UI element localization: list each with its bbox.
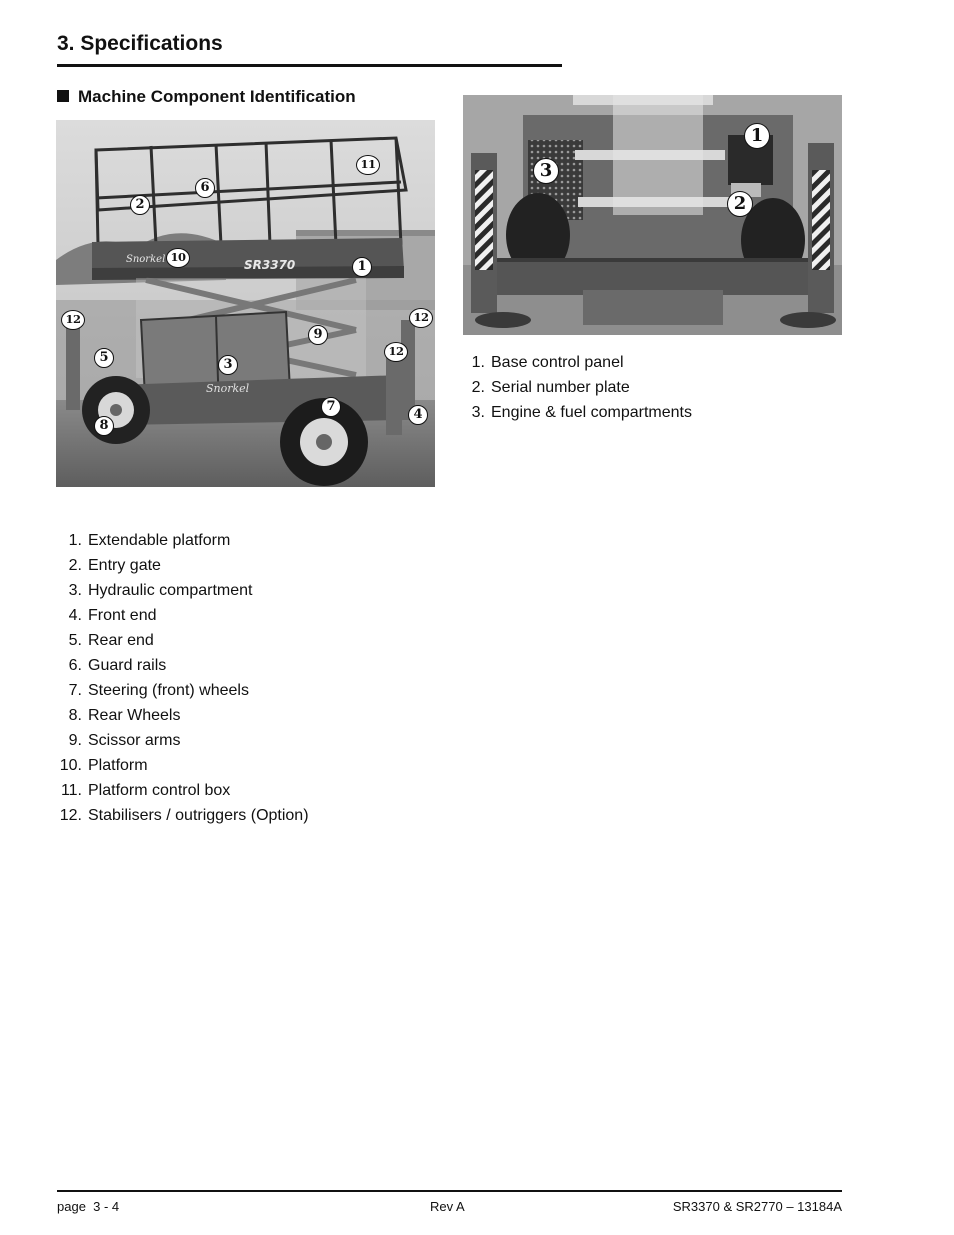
list-item (56, 528, 309, 553)
list-item (56, 578, 309, 603)
callout-10: 10 (166, 248, 190, 268)
item-number: 9. (68, 732, 82, 749)
item-number: 2. (471, 379, 485, 396)
list-item (56, 553, 309, 578)
list-item (56, 653, 309, 678)
square-bullet-icon (57, 90, 69, 102)
callout-4: 4 (408, 405, 428, 425)
callout-7: 7 (321, 397, 341, 417)
callout-6: 6 (195, 178, 215, 198)
base-callout-2: 2 (727, 191, 753, 217)
callout-12-front: 12 (384, 342, 408, 362)
revision: Rev A (430, 1199, 465, 1214)
list-item (56, 678, 309, 703)
item-label: Extendable platform (88, 532, 231, 549)
list-item (56, 753, 309, 778)
callout-12-rear: 12 (61, 310, 85, 330)
base-photo (463, 95, 842, 335)
chapter-title: 3. Specifications (57, 32, 223, 55)
item-number: 1. (68, 532, 82, 549)
callout-12-front-top: 12 (409, 308, 433, 328)
callout-2: 2 (130, 195, 150, 215)
section-title: Machine Component Identification (78, 87, 356, 106)
list-item (56, 628, 309, 653)
item-label: Rear Wheels (88, 707, 181, 724)
item-number: 10. (59, 757, 82, 774)
document-id: SR3370 & SR2770 – 13184A (672, 1199, 842, 1214)
item-label: Steering (front) wheels (88, 682, 249, 699)
list-item (463, 350, 692, 375)
list-item (463, 400, 692, 425)
chapter-divider (57, 64, 562, 67)
platform-brand-text: Snorkel (126, 254, 166, 265)
item-number: 8. (68, 707, 82, 724)
callout-11: 11 (356, 155, 380, 175)
item-label: Hydraulic compartment (88, 582, 253, 599)
list-item (56, 778, 309, 803)
callout-5: 5 (94, 348, 114, 368)
item-label: Platform control box (88, 782, 231, 799)
item-label: Engine & fuel compartments (491, 404, 692, 421)
item-label: Front end (88, 607, 157, 624)
item-number: 7. (68, 682, 82, 699)
list-item (463, 375, 692, 400)
model-text: SR3370 (244, 258, 296, 272)
item-number: 11. (60, 782, 82, 799)
base-component-list (463, 350, 692, 425)
callout-9: 9 (308, 325, 328, 345)
item-number: 3. (68, 582, 82, 599)
callout-3: 3 (218, 355, 238, 375)
section-heading (57, 87, 356, 107)
callout-8: 8 (94, 416, 114, 436)
list-item (56, 703, 309, 728)
item-number: 12. (59, 807, 82, 824)
item-number: 5. (68, 632, 82, 649)
item-number: 1. (471, 354, 485, 371)
machine-photo (56, 120, 435, 487)
machine-component-list (56, 528, 309, 828)
callout-1: 1 (352, 257, 372, 277)
base-callout-3: 3 (533, 158, 559, 184)
list-item (56, 803, 309, 828)
item-label: Entry gate (88, 557, 161, 574)
item-number: 3. (471, 404, 485, 421)
item-label: Base control panel (491, 354, 624, 371)
item-label: Platform (88, 757, 148, 774)
base-photo-illustration (463, 95, 842, 335)
item-label: Rear end (88, 632, 154, 649)
item-label: Serial number plate (491, 379, 630, 396)
page-number: page 3 - 4 (57, 1199, 120, 1214)
item-label: Stabilisers / outriggers (Option) (88, 807, 309, 824)
list-item (56, 728, 309, 753)
item-label: Guard rails (88, 657, 167, 674)
item-number: 6. (68, 657, 82, 674)
machine-photo-illustration (56, 120, 435, 487)
chassis-brand-text: Snorkel (206, 382, 250, 395)
footer-divider (57, 1190, 842, 1192)
item-number: 2. (68, 557, 82, 574)
list-item (56, 603, 309, 628)
item-number: 4. (68, 607, 82, 624)
item-label: Scissor arms (88, 732, 181, 749)
base-callout-1: 1 (744, 123, 770, 149)
